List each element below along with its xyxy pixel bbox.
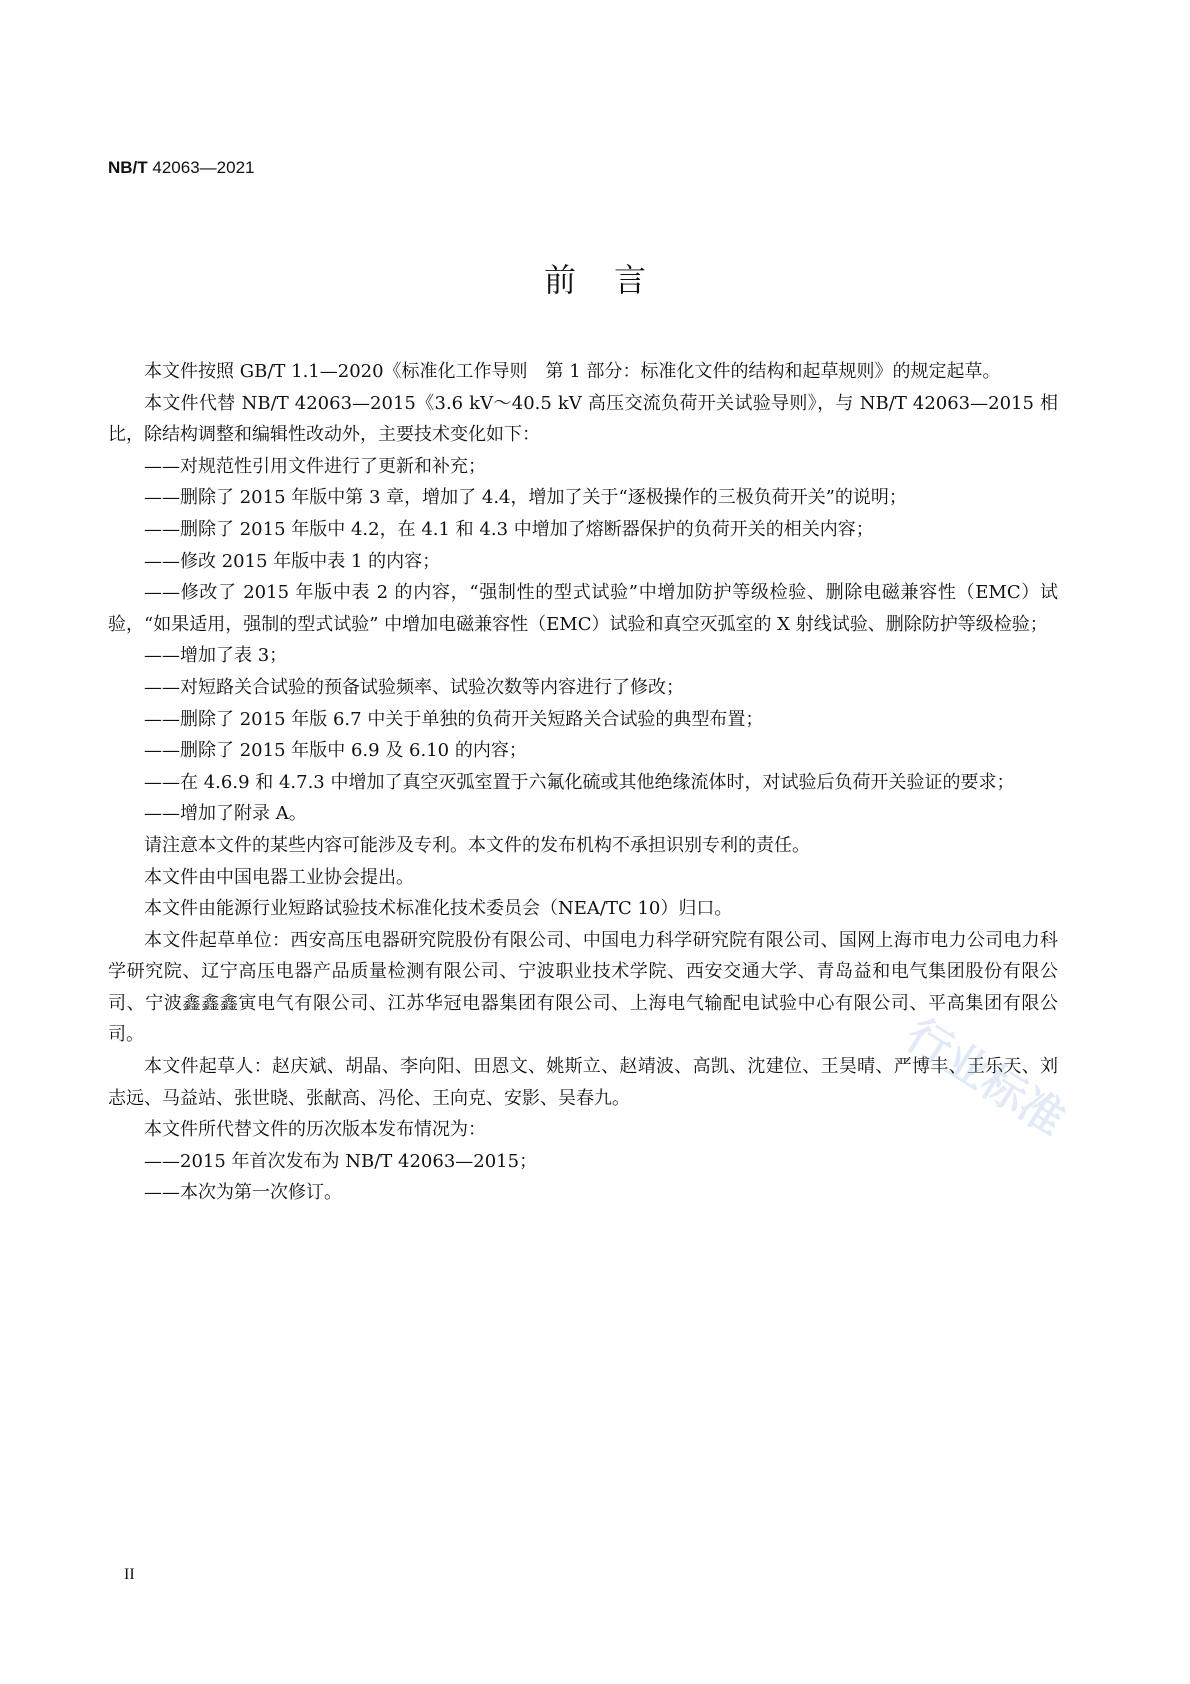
- list-item: ——对规范性引用文件进行了更新和补充；: [144, 455, 486, 477]
- paragraph: 本文件按照 GB/T 1.1—2020《标准化工作导则 第 1 部分：标准化文件的结构和起草规则》的规定起草。: [144, 361, 1001, 382]
- paragraph: 本文件起草人：赵庆斌、胡晶、李向阳、田恩文、姚斯立、赵靖波、高凯、沈建位、王昊晴、严博丰、王乐天、刘志远、马益站、张世晓、张献高、冯伦、王向克、安影、吴春九。: [108, 1056, 1058, 1109]
- watermark: 行业标准: [897, 1009, 1074, 1146]
- list-item: ——删除了 2015 年版 6.7 中关于单独的负荷开关短路关合试验的典型布置；: [144, 708, 764, 730]
- list-item: ——删除了 2015 年版中第 3 章，增加了 4.4，增加了关于“逐极操作的三极负荷开关”的说明；: [144, 487, 907, 509]
- list-item: ——修改了 2015 年版中表 2 的内容，“强制性的型式试验”中增加防护等级检验、删除电磁兼容性（EMC）试验，“如果适用，强制的型式试验” 中增加电磁兼容性（EMC）试验和真空灭弧室的 X 射线试验、删除防护等级检验；: [108, 582, 1058, 635]
- page-title: 前言: [543, 261, 684, 299]
- list-item: ——2015 年首次发布为 NB/T 42063—2015；: [144, 1150, 538, 1172]
- list-item: ——修改 2015 年版中表 1 的内容；: [144, 550, 441, 572]
- foreword-body: [108, 356, 1058, 1209]
- paragraph: 本文件所代替文件的历次版本发布情况为：: [144, 1119, 486, 1141]
- list-item: ——在 4.6.9 和 4.7.3 中增加了真空灭弧室置于六氟化硫或其他绝缘流体时，对试验后负荷开关验证的要求；: [144, 771, 1015, 793]
- list-item: ——增加了表 3；: [144, 645, 288, 667]
- list-item: ——删除了 2015 年版中 4.2，在 4.1 和 4.3 中增加了熔断器保护的负荷开关的相关内容；: [144, 518, 874, 540]
- paragraph: 请注意本文件的某些内容可能涉及专利。本文件的发布机构不承担识别专利的责任。: [144, 834, 810, 856]
- standard-code: [108, 158, 255, 178]
- list-item: ——对短路关合试验的预备试验频率、试验次数等内容进行了修改；: [144, 676, 684, 698]
- standard-code-prefix: NB/T: [108, 158, 148, 177]
- paragraph: 本文件代替 NB/T 42063—2015《3.6 kV～40.5 kV 高压交流负荷开关试验导则》，与 NB/T 42063—2015 相比，除结构调整和编辑性改动外，主要技术变化如下：: [108, 392, 1058, 446]
- paragraph: 本文件由中国电器工业协会提出。: [144, 866, 414, 888]
- paragraph: 本文件由能源行业短路试验技术标准化技术委员会（NEA/TC 10）归口。: [144, 898, 733, 920]
- list-item: ——删除了 2015 年版中 6.9 及 6.10 的内容；: [144, 740, 527, 762]
- paragraph: 本文件起草单位：西安高压电器研究院股份有限公司、中国电力科学研究院有限公司、国网上海市电力公司电力科学研究院、辽宁高压电器产品质量检测有限公司、宁波职业技术学院、西安交通大学、青岛益和电气集团股份有限公司、宁波鑫鑫鑫寅电气有限公司、江苏华冠电器集团有限公司、上海电气输配电试验中心有限公司、平高集团有限公司。: [108, 929, 1058, 1046]
- standard-code-number: 42063—2021: [147, 158, 255, 177]
- list-item: ——增加了附录 A。: [144, 803, 307, 825]
- page-number: II: [124, 1566, 135, 1583]
- list-item: ——本次为第一次修订。: [144, 1182, 342, 1204]
